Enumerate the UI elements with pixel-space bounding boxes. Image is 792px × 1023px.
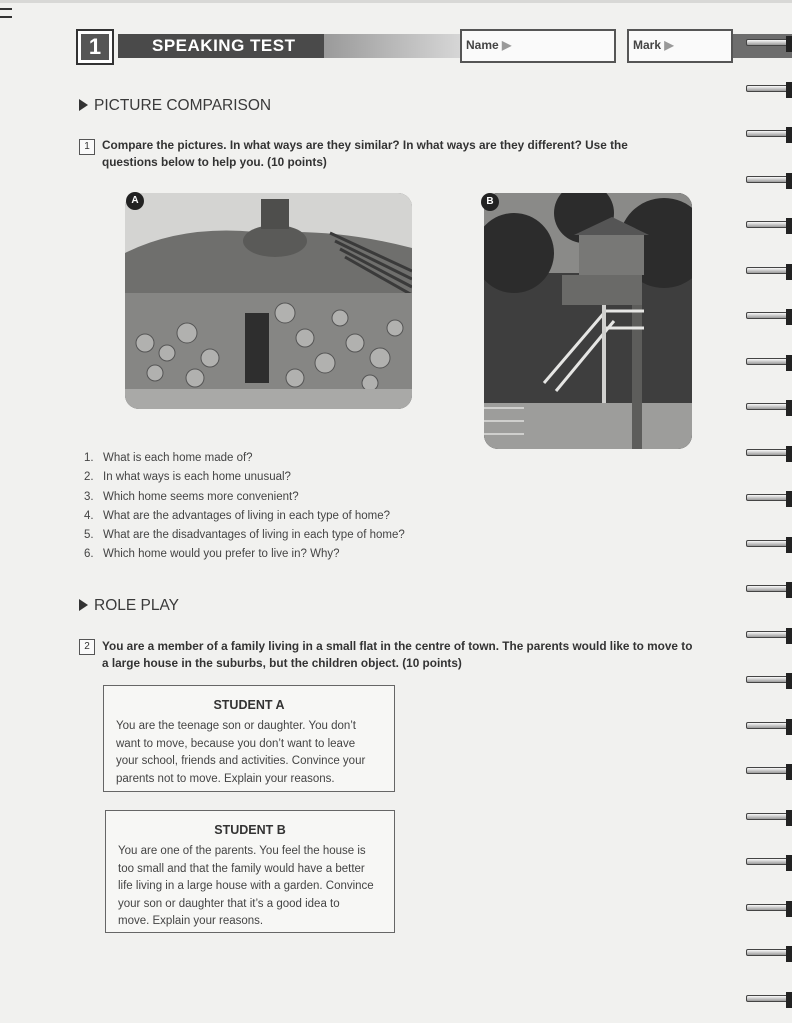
mark-field[interactable] <box>627 29 733 63</box>
spiral-ring <box>744 673 792 689</box>
question-number: 2. <box>84 471 94 484</box>
ring-wire <box>746 904 790 911</box>
photo-a-label: A <box>126 192 144 210</box>
ring-wire <box>746 494 790 501</box>
ring-hole <box>786 127 792 143</box>
card-line: your school, friends and activities. Convince your <box>116 755 366 767</box>
student-a-card <box>103 685 395 792</box>
student-a-text <box>116 718 382 788</box>
ring-hole <box>786 264 792 280</box>
ring-wire <box>746 858 790 865</box>
corner-mark <box>0 8 12 18</box>
task-number-2: 2 <box>79 639 95 655</box>
ring-wire <box>746 995 790 1002</box>
card-line: parents not to move. Explain your reasons. <box>116 772 335 785</box>
spiral-ring <box>744 264 792 280</box>
ring-wire <box>746 722 790 729</box>
question-text: What is each home made of? <box>103 452 253 464</box>
list-item <box>84 488 405 507</box>
ring-hole <box>786 901 792 917</box>
unit-number: 1 <box>81 34 109 60</box>
spiral-ring <box>744 810 792 826</box>
photo-a-stone-house <box>125 193 412 409</box>
question-text: Which home would you prefer to live in? Why? <box>103 548 340 561</box>
ring-wire <box>746 85 790 92</box>
spiral-ring <box>744 491 792 507</box>
question-number: 1. <box>84 452 94 464</box>
ring-hole <box>786 218 792 234</box>
ring-hole <box>786 582 792 598</box>
name-label: Name ▶ <box>466 38 512 52</box>
triangle-bullet-icon <box>79 99 88 111</box>
photo-b-label: B <box>481 193 499 211</box>
spiral-ring <box>744 36 792 52</box>
card-line: You are one of the parents. You feel the house is <box>118 845 366 857</box>
arrow-right-icon: ▶ <box>502 38 512 52</box>
question-text: What are the disadvantages of living in each type of home? <box>103 529 405 542</box>
card-line: too small and that the family would have a better <box>118 862 365 875</box>
spiral-ring <box>744 173 792 189</box>
page-title: SPEAKING TEST <box>118 34 324 58</box>
spiral-ring <box>744 218 792 234</box>
ring-hole <box>786 82 792 98</box>
photo-b-tree-house <box>484 193 692 449</box>
ring-hole <box>786 491 792 507</box>
mark-label: Mark ▶ <box>633 38 674 52</box>
card-line: life living in a large house with a garden. Convince <box>118 880 374 892</box>
spiral-ring <box>744 719 792 735</box>
ring-wire <box>746 267 790 274</box>
section-heading-picture-comparison: PICTURE COMPARISON <box>79 97 271 115</box>
question-number: 6. <box>84 548 94 561</box>
ring-wire <box>746 221 790 228</box>
student-b-text <box>118 843 382 931</box>
ring-hole <box>786 36 792 52</box>
list-item <box>84 468 405 487</box>
list-item <box>84 449 405 468</box>
ring-wire <box>746 631 790 638</box>
ring-hole <box>786 400 792 416</box>
question-text: Which home seems more convenient? <box>103 490 299 503</box>
ring-wire <box>746 130 790 137</box>
ring-wire <box>746 449 790 456</box>
ring-wire <box>746 39 790 46</box>
ring-wire <box>746 358 790 365</box>
ring-wire <box>746 585 790 592</box>
ring-hole <box>786 673 792 689</box>
ring-hole <box>786 719 792 735</box>
spiral-ring <box>744 855 792 871</box>
ring-hole <box>786 946 792 962</box>
ring-wire <box>746 403 790 410</box>
arrow-right-icon: ▶ <box>664 38 674 52</box>
question-list <box>84 449 405 565</box>
card-line: move. Explain your reasons. <box>118 915 264 927</box>
card-line: your son or daughter that it’s a good idea to <box>118 897 340 910</box>
ring-hole <box>786 810 792 826</box>
triangle-bullet-icon <box>79 599 88 611</box>
title-gradient-bar <box>324 34 460 58</box>
ring-hole <box>786 355 792 371</box>
spiral-ring <box>744 400 792 416</box>
section-heading-role-play: ROLE PLAY <box>79 597 179 615</box>
question-number: 3. <box>84 490 94 503</box>
spiral-ring <box>744 309 792 325</box>
spiral-ring <box>744 901 792 917</box>
ring-hole <box>786 855 792 871</box>
ring-wire <box>746 176 790 183</box>
unit-badge <box>76 29 114 65</box>
ring-hole <box>786 628 792 644</box>
spiral-ring <box>744 628 792 644</box>
name-field[interactable] <box>460 29 616 63</box>
spiral-ring <box>744 355 792 371</box>
ring-hole <box>786 992 792 1008</box>
card-line: want to move, because you don’t want to leave <box>116 737 356 750</box>
question-number: 5. <box>84 529 94 542</box>
page-top-edge <box>0 0 792 3</box>
task-1-instruction <box>102 137 628 171</box>
instruction-line: a large house in the suburbs, but the children object. (10 points) <box>102 656 462 670</box>
question-number: 4. <box>84 509 94 522</box>
student-b-title: STUDENT B <box>214 823 286 837</box>
ring-hole <box>786 446 792 462</box>
spiral-ring <box>744 446 792 462</box>
ring-wire <box>746 949 790 956</box>
ring-wire <box>746 540 790 547</box>
task-number-1: 1 <box>79 139 95 155</box>
list-item <box>84 545 405 564</box>
instruction-line: questions below to help you. (10 points) <box>102 155 327 169</box>
spiral-ring <box>744 127 792 143</box>
ring-wire <box>746 813 790 820</box>
list-item <box>84 526 405 545</box>
spiral-ring <box>744 946 792 962</box>
ring-wire <box>746 767 790 774</box>
ring-hole <box>786 309 792 325</box>
ring-wire <box>746 312 790 319</box>
student-b-card <box>105 810 395 933</box>
spiral-ring <box>744 992 792 1008</box>
spiral-ring <box>744 582 792 598</box>
ring-hole <box>786 764 792 780</box>
ring-wire <box>746 676 790 683</box>
spiral-ring <box>744 82 792 98</box>
ring-hole <box>786 537 792 553</box>
question-text: What are the advantages of living in each type of home? <box>103 509 391 522</box>
question-text: In what ways is each home unusual? <box>103 471 291 484</box>
card-line: You are the teenage son or daughter. You don’t <box>116 720 357 732</box>
spiral-ring <box>744 764 792 780</box>
task-2-instruction <box>102 638 692 672</box>
list-item <box>84 507 405 526</box>
ring-hole <box>786 173 792 189</box>
instruction-line: Compare the pictures. In what ways are they similar? In what ways are they different? Use the <box>102 138 628 152</box>
student-a-title: STUDENT A <box>213 698 285 712</box>
instruction-line: You are a member of a family living in a small flat in the centre of town. The parents would like to move to <box>102 639 693 653</box>
spiral-ring <box>744 537 792 553</box>
